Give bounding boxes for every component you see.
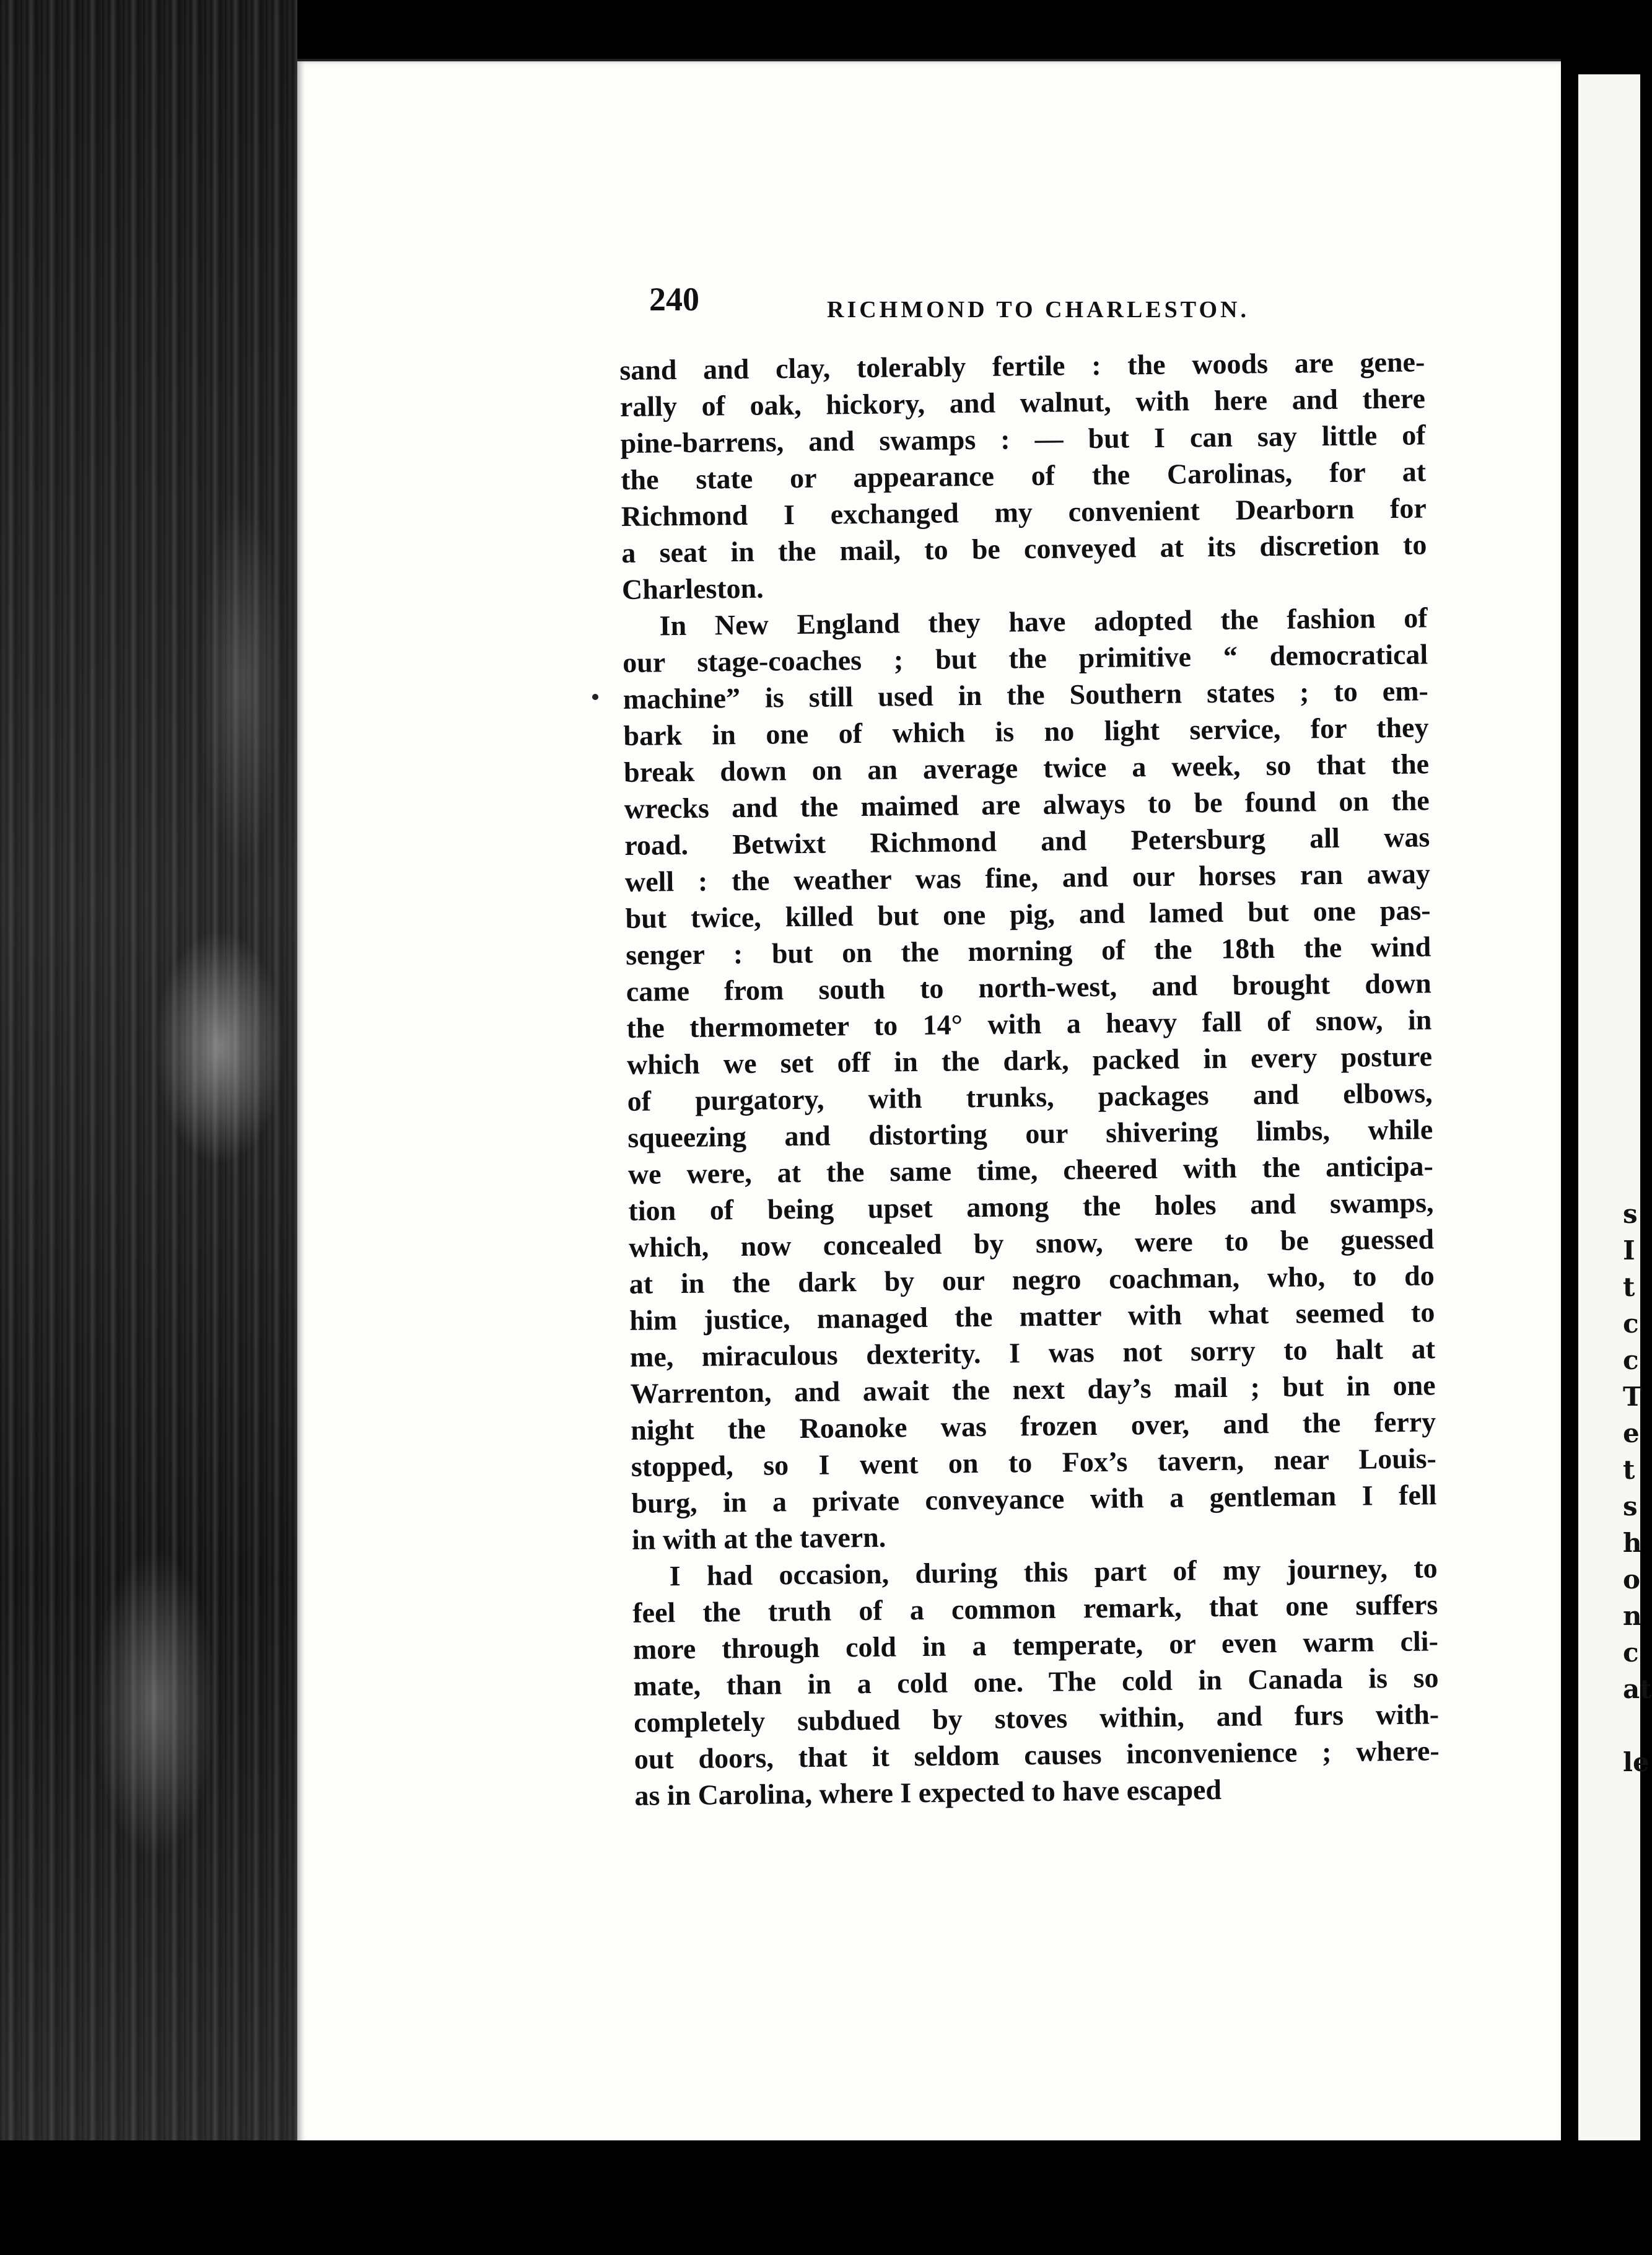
text-line: In New England they have adopted the fashion of xyxy=(659,602,1428,642)
text-line: out doors, that it seldom causes inconvenience ; where- xyxy=(634,1735,1440,1775)
text-line: pine-barrens, and swamps : — but I can say little of xyxy=(620,419,1426,459)
text-line: bark in one of which is no light service, for they xyxy=(623,711,1429,751)
text-line: break down on an average twice a week, so that the xyxy=(623,748,1430,788)
facing-page-fragment: n xyxy=(1623,1601,1642,1631)
text-line: which, now concealed by snow, were to be guessed xyxy=(628,1223,1435,1263)
text-line: more through cold in a temperate, or even warm cli- xyxy=(632,1625,1439,1665)
facing-page-fragment: c xyxy=(1623,1345,1639,1375)
facing-page-fragment: le xyxy=(1623,1747,1650,1777)
facing-page-fragment: at xyxy=(1623,1674,1652,1704)
page-body-text xyxy=(619,343,1440,1813)
text-line: the state or appearance of the Carolinas, for at xyxy=(620,455,1427,496)
text-line: I had occasion, during this part of my journey, to xyxy=(669,1552,1438,1592)
gutter-highlight xyxy=(93,1549,217,1859)
text-line: burg, in a private conveyance with a gentleman I fell xyxy=(631,1479,1437,1519)
paragraph xyxy=(622,599,1437,1558)
gutter-highlight xyxy=(198,496,285,867)
facing-page-edge xyxy=(1578,74,1652,2193)
text-line: feel the truth of a common remark, that one suffers xyxy=(632,1588,1438,1629)
text-line: rally of oak, hickory, and walnut, with here and there xyxy=(619,382,1426,423)
facing-page-fragment: s xyxy=(1623,1491,1638,1522)
facing-page-fragment: e xyxy=(1623,1418,1640,1448)
paragraph xyxy=(619,343,1427,608)
facing-page-fragment: c xyxy=(1623,1637,1639,1668)
text-line: machine” is still used in the Southern states ; to em- xyxy=(623,675,1429,715)
text-line: as in Carolina, where I expected to have escaped xyxy=(634,1773,1222,1811)
text-line: stopped, so I went on to Fox’s tavern, near Louis- xyxy=(631,1442,1437,1482)
text-line: of purgatory, with trunks, packages and elbows, xyxy=(627,1077,1433,1117)
text-line: we were, at the same time, cheered with the anticipa- xyxy=(627,1150,1434,1190)
text-line: the thermometer to 14° with a heavy fall of snow, in xyxy=(626,1004,1432,1044)
text-line: but twice, killed but one pig, and lamed but one pas- xyxy=(625,894,1431,934)
text-line: squeezing and distorting our shivering limbs, while xyxy=(627,1113,1433,1154)
facing-page-fragment: t xyxy=(1623,1272,1635,1302)
text-line: a seat in the mail, to be conveyed at its discretion to xyxy=(621,528,1427,569)
text-line: tion of being upset among the holes and swamps, xyxy=(628,1186,1434,1227)
text-line: which we set off in the dark, packed in every posture xyxy=(626,1040,1433,1080)
gutter-highlight xyxy=(155,929,285,1165)
text-line: mate, than in a cold one. The cold in Canada is so xyxy=(633,1662,1439,1702)
text-line: well : the weather was fine, and our horses ran away xyxy=(624,857,1431,898)
text-line: in with at the tavern. xyxy=(631,1521,886,1556)
text-line: road. Betwixt Richmond and Petersburg all was xyxy=(624,821,1430,861)
facing-page-fragment: s xyxy=(1623,1199,1638,1229)
text-line: Warrenton, and await the next day’s mail ; but in one xyxy=(630,1369,1436,1409)
facing-page-fragment: h xyxy=(1623,1528,1642,1558)
facing-page-text-fragments xyxy=(1623,1196,1652,1780)
facing-page-fragment: T xyxy=(1623,1381,1643,1412)
text-line: me, miraculous dexterity. I was not sorry to halt at xyxy=(629,1333,1436,1373)
text-line: our stage-coaches ; but the primitive “ democratical xyxy=(622,638,1428,678)
text-line: Charleston. xyxy=(621,572,764,605)
text-line: wrecks and the maimed are always to be found on the xyxy=(624,784,1430,825)
text-line: him justice, managed the matter with what seemed to xyxy=(629,1296,1435,1336)
scan-bottom-border xyxy=(0,2140,1640,2255)
facing-page-fragment: t xyxy=(1623,1455,1635,1485)
facing-page-fragment: c xyxy=(1623,1308,1639,1339)
page-number: 240 xyxy=(649,281,699,318)
text-line: night the Roanoke was frozen over, and the ferry xyxy=(630,1406,1436,1446)
text-line: sand and clay, tolerably fertile : the woods are gene- xyxy=(619,346,1425,386)
text-line: Richmond I exchanged my convenient Dearborn for xyxy=(621,492,1427,532)
paragraph xyxy=(632,1549,1440,1814)
text-line: came from south to north-west, and brought down xyxy=(626,967,1432,1007)
margin-mark xyxy=(592,694,598,700)
running-title: RICHMOND TO CHARLESTON. xyxy=(827,297,1249,323)
text-line: at in the dark by our negro coachman, who, to do xyxy=(629,1259,1435,1300)
text-line: senger : but on the morning of the 18th the wind xyxy=(625,930,1431,971)
facing-page-fragment xyxy=(1623,1707,1640,1744)
text-line: completely subdued by stoves within, and furs with- xyxy=(633,1698,1440,1738)
facing-page-fragment: I xyxy=(1623,1235,1635,1266)
facing-page-fragment: o xyxy=(1623,1564,1641,1595)
